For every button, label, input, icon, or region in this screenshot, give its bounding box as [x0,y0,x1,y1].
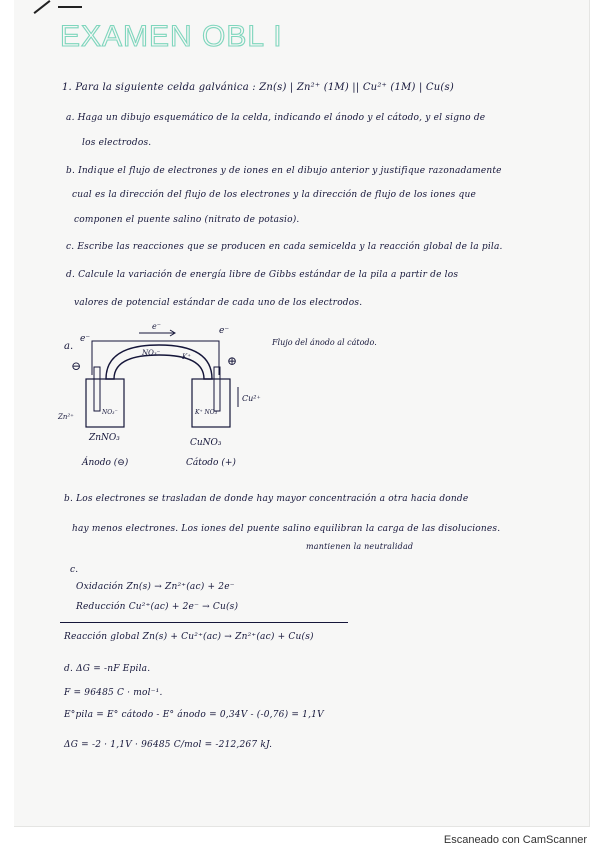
question-1a-cont: los electrodos. [82,138,152,148]
answer-b-line-1: b. Los electrones se trasladan de donde hay mayor concentración a otra hacia donde [64,494,469,504]
exam-title: EXAMEN OBL I [60,20,283,53]
left-solution-label: ZnNO₃ [89,433,120,443]
cathode-sign: ⊕ [227,354,238,368]
scanned-page [14,0,590,827]
answer-c-label: c. [70,565,79,575]
left-beaker [86,379,124,427]
left-beaker-ions: NO₃⁻ [102,409,118,416]
right-beaker-ions: K⁺ NO₃⁻ [195,409,221,416]
question-1-header: 1. Para la siguiente celda galvánica : Zn(s) | Zn²⁺ (1M) || Cu²⁺ (1M) | Cu(s) [62,82,454,93]
anode-label: Ánodo (⊖) [82,458,129,468]
answer-d-line-4: ΔG = -2 · 1,1V · 96485 C/mol = -212,267 kJ. [64,740,273,750]
diagram-part-label: a. [64,341,74,352]
question-1b-cont2: componen el puente salino (nitrato de potasio). [74,215,300,225]
copper-ion-label: Cu²⁺ [242,394,261,403]
answer-d-line-3: E°pila = E° cátodo - E° ánodo = 0,34V - (-0,76) = 1,1V [64,710,324,720]
separator-line [60,622,348,623]
right-beaker [192,379,230,427]
electron-flow-label: e⁻ [152,322,161,331]
answer-d-line-2: F = 96485 C · mol⁻¹. [64,688,163,698]
oxidation-reaction: Oxidación Zn(s) → Zn²⁺(ac) + 2e⁻ [76,582,235,592]
question-1b-cont: cual es la dirección del flujo de los electrones y la dirección de flujo de los iones que [72,190,476,200]
question-1d-cont: valores de potencial estándar de cada uno de los electrodos. [74,298,363,308]
question-1b: b. Indique el flujo de electrones y de iones en el dibujo anterior y justifique razonadamente [66,166,502,176]
reduction-reaction: Reducción Cu²⁺(ac) + 2e⁻ → Cu(s) [76,602,239,612]
answer-b-line-3: mantienen la neutralidad [306,542,414,551]
answer-d-line-1: d. ΔG = -nF Epila. [64,664,151,674]
anode-sign: ⊖ [71,359,82,373]
right-solution-label: CuNO₃ [190,438,222,448]
cathode-label: Cátodo (+) [186,458,236,468]
scanner-footer: Escaneado con CamScanner [443,834,587,846]
salt-bridge-anion: NO₃⁻ [142,349,161,357]
question-1a: a. Haga un dibujo esquemático de la celda, indicando el ánodo y el cátodo, y el signo de [66,113,486,123]
pen-stroke [58,6,82,8]
external-wire [92,341,219,375]
electron-label-left: e⁻ [80,334,91,344]
question-1c: c. Escribe las reacciones que se producen en cada semicelda y la reacción global de la pila. [66,242,503,252]
global-reaction: Reacción global Zn(s) + Cu²⁺(ac) → Zn²⁺(ac) + Cu(s) [64,632,314,642]
pen-stroke [34,0,51,14]
question-1d: d. Calcule la variación de energía libre de Gibbs estándar de la pila a partir de los [66,270,459,280]
flow-note: Flujo del ánodo al cátodo. [272,338,377,347]
salt-bridge-cation: K⁺ [182,353,191,361]
zinc-ion-label: Zn²⁺ [58,413,74,421]
galvanic-cell-diagram [14,315,454,475]
answer-b-line-2: hay menos electrones. Los iones del puente salino equilibran la carga de las disoluciones. [72,524,501,534]
electron-label-right: e⁻ [219,326,230,336]
zinc-electrode [94,367,100,411]
